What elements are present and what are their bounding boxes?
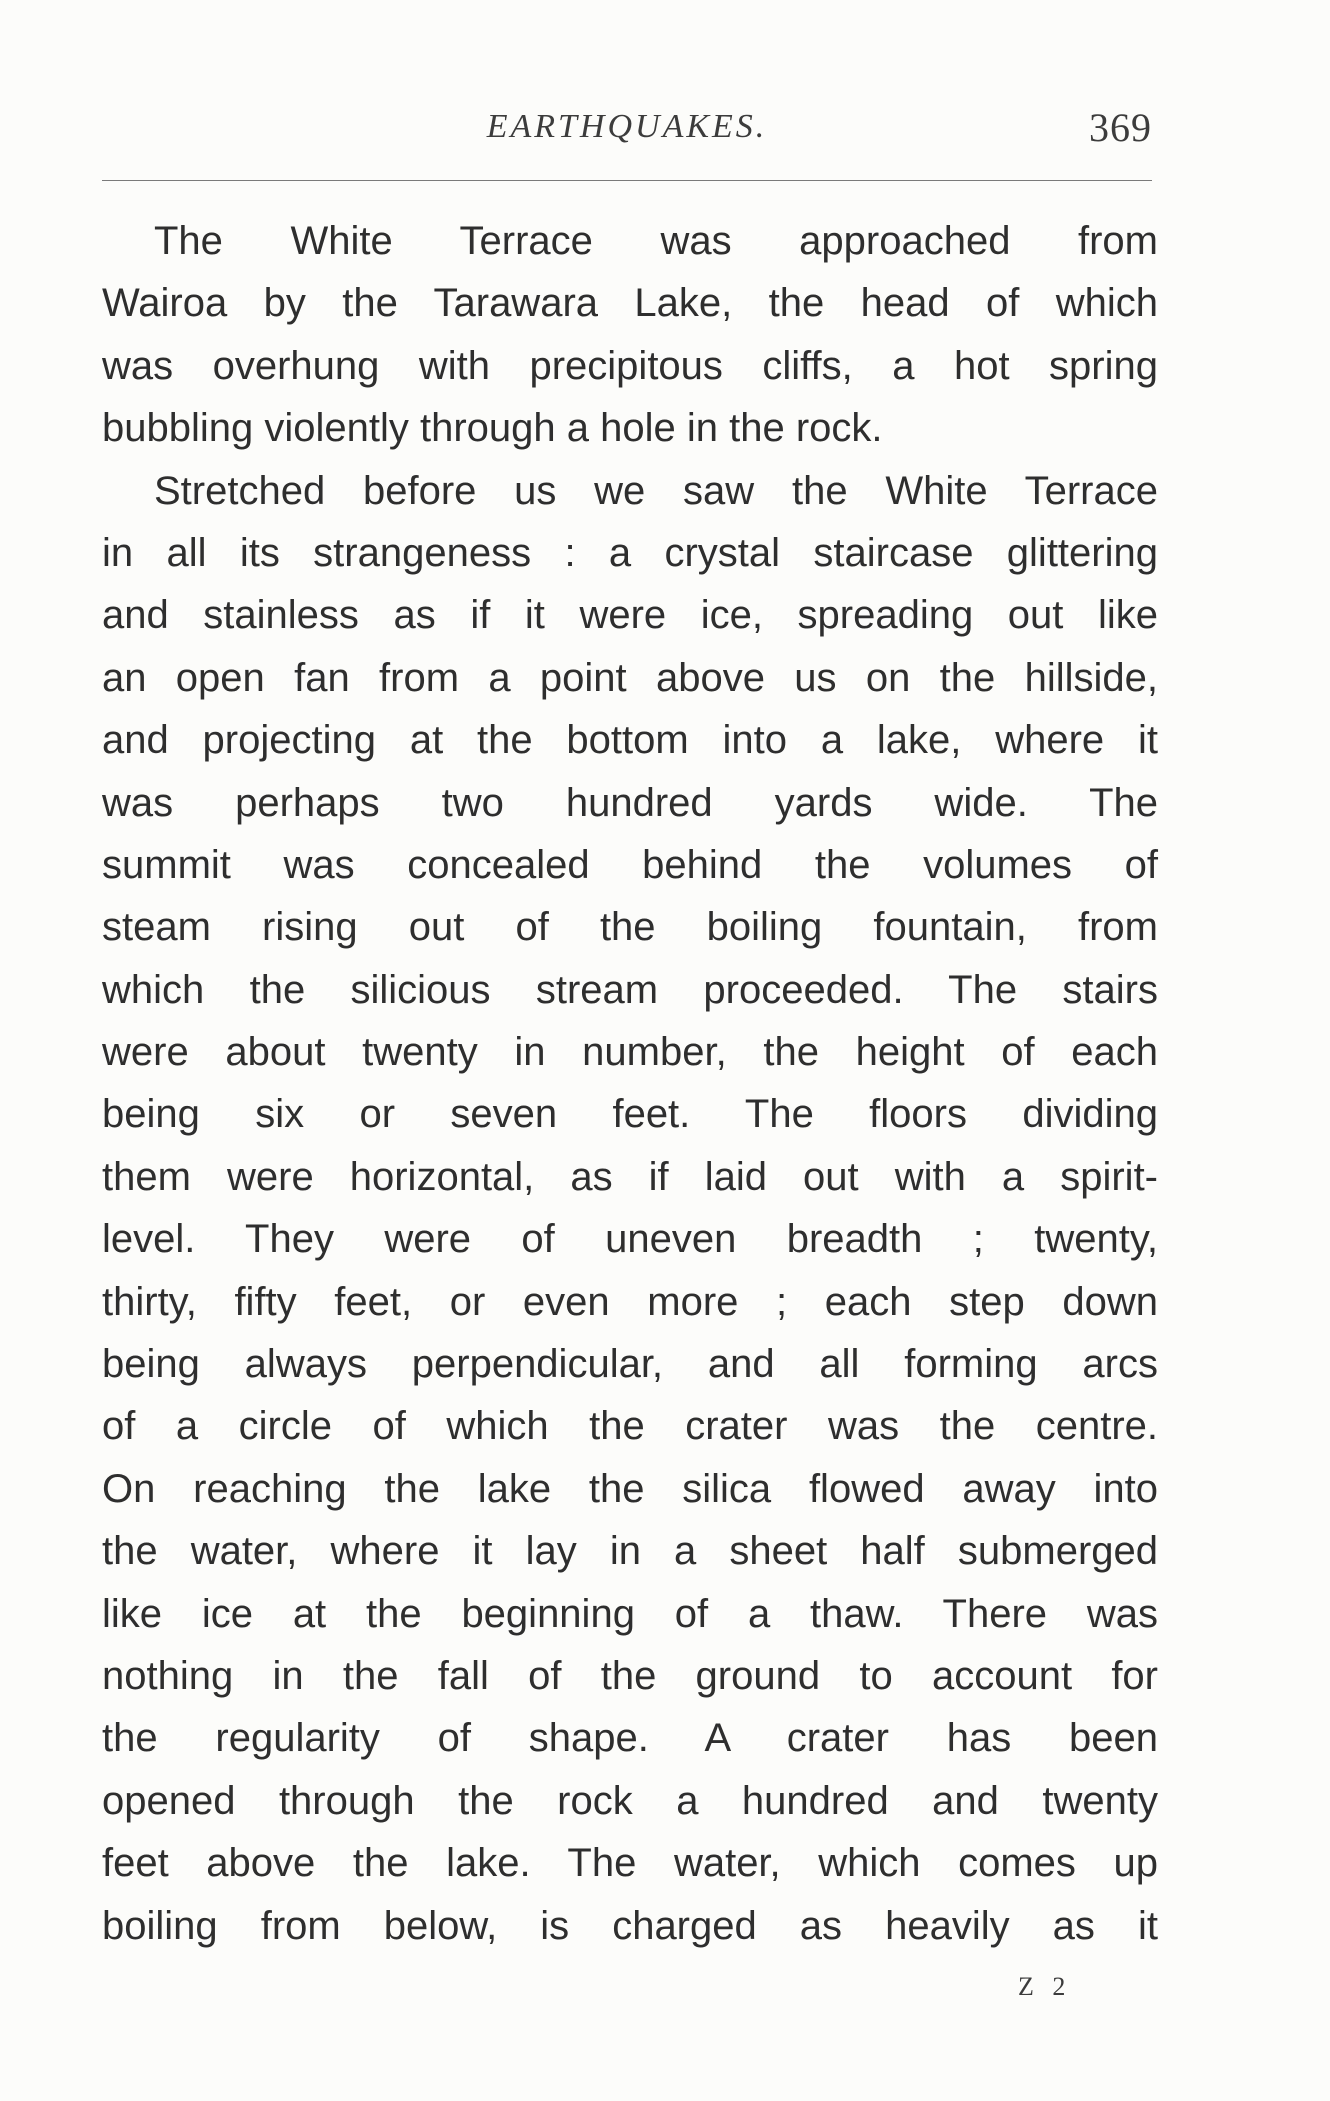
text-line: them were horizontal, as if laid out with a spirit-	[102, 1154, 1158, 1199]
text-line: being six or seven feet. The floors dividing	[102, 1092, 1158, 1137]
signature-mark: Z 2	[1018, 1972, 1072, 2001]
text-line: nothing in the fall of the ground to account for	[102, 1653, 1158, 1698]
text-line: Wairoa by the Tarawara Lake, the head of which	[102, 281, 1158, 326]
text-line: in all its strangeness : a crystal staircase glittering	[102, 530, 1158, 575]
text-line: like ice at the beginning of a thaw. There was	[102, 1591, 1158, 1636]
text-line: boiling from below, is charged as heavily as it	[102, 1903, 1158, 1948]
text-line: and stainless as if it were ice, spreading out like	[102, 593, 1158, 638]
text-line: bubbling violently through a hole in the rock.	[102, 406, 883, 451]
text-line: feet above the lake. The water, which comes up	[102, 1841, 1158, 1886]
page-number: 369	[1089, 105, 1152, 150]
text-line: the water, where it lay in a sheet half submerged	[102, 1529, 1158, 1574]
text-line: of a circle of which the crater was the centre.	[102, 1404, 1158, 1449]
running-title: EARTHQUAKES.	[486, 108, 768, 145]
text-line: was overhung with precipitous cliffs, a hot spring	[102, 343, 1158, 388]
text-line: was perhaps two hundred yards wide. The	[102, 780, 1158, 825]
page-header	[102, 100, 1152, 164]
text-line: thirty, fifty feet, or even more ; each step down	[102, 1279, 1158, 1324]
body-text	[102, 210, 1158, 1957]
text-line: were about twenty in number, the height of each	[102, 1030, 1158, 1075]
header-rule	[102, 180, 1152, 181]
text-line: opened through the rock a hundred and twenty	[102, 1778, 1158, 1823]
text-line: the regularity of shape. A crater has been	[102, 1716, 1158, 1761]
text-line: being always perpendicular, and all forming arcs	[102, 1342, 1158, 1387]
text-line: an open fan from a point above us on the hillside,	[102, 655, 1158, 700]
text-line: The White Terrace was approached from	[154, 219, 1158, 263]
text-line: steam rising out of the boiling fountain, from	[102, 905, 1158, 950]
text-line: which the silicious stream proceeded. The stairs	[102, 967, 1158, 1012]
text-line: On reaching the lake the silica flowed away into	[102, 1466, 1158, 1511]
text-line: and projecting at the bottom into a lake, where it	[102, 718, 1158, 763]
text-line: summit was concealed behind the volumes of	[102, 842, 1158, 887]
text-line: level. They were of uneven breadth ; twenty,	[102, 1217, 1158, 1262]
text-line: Stretched before us we saw the White Terrace	[154, 468, 1158, 513]
